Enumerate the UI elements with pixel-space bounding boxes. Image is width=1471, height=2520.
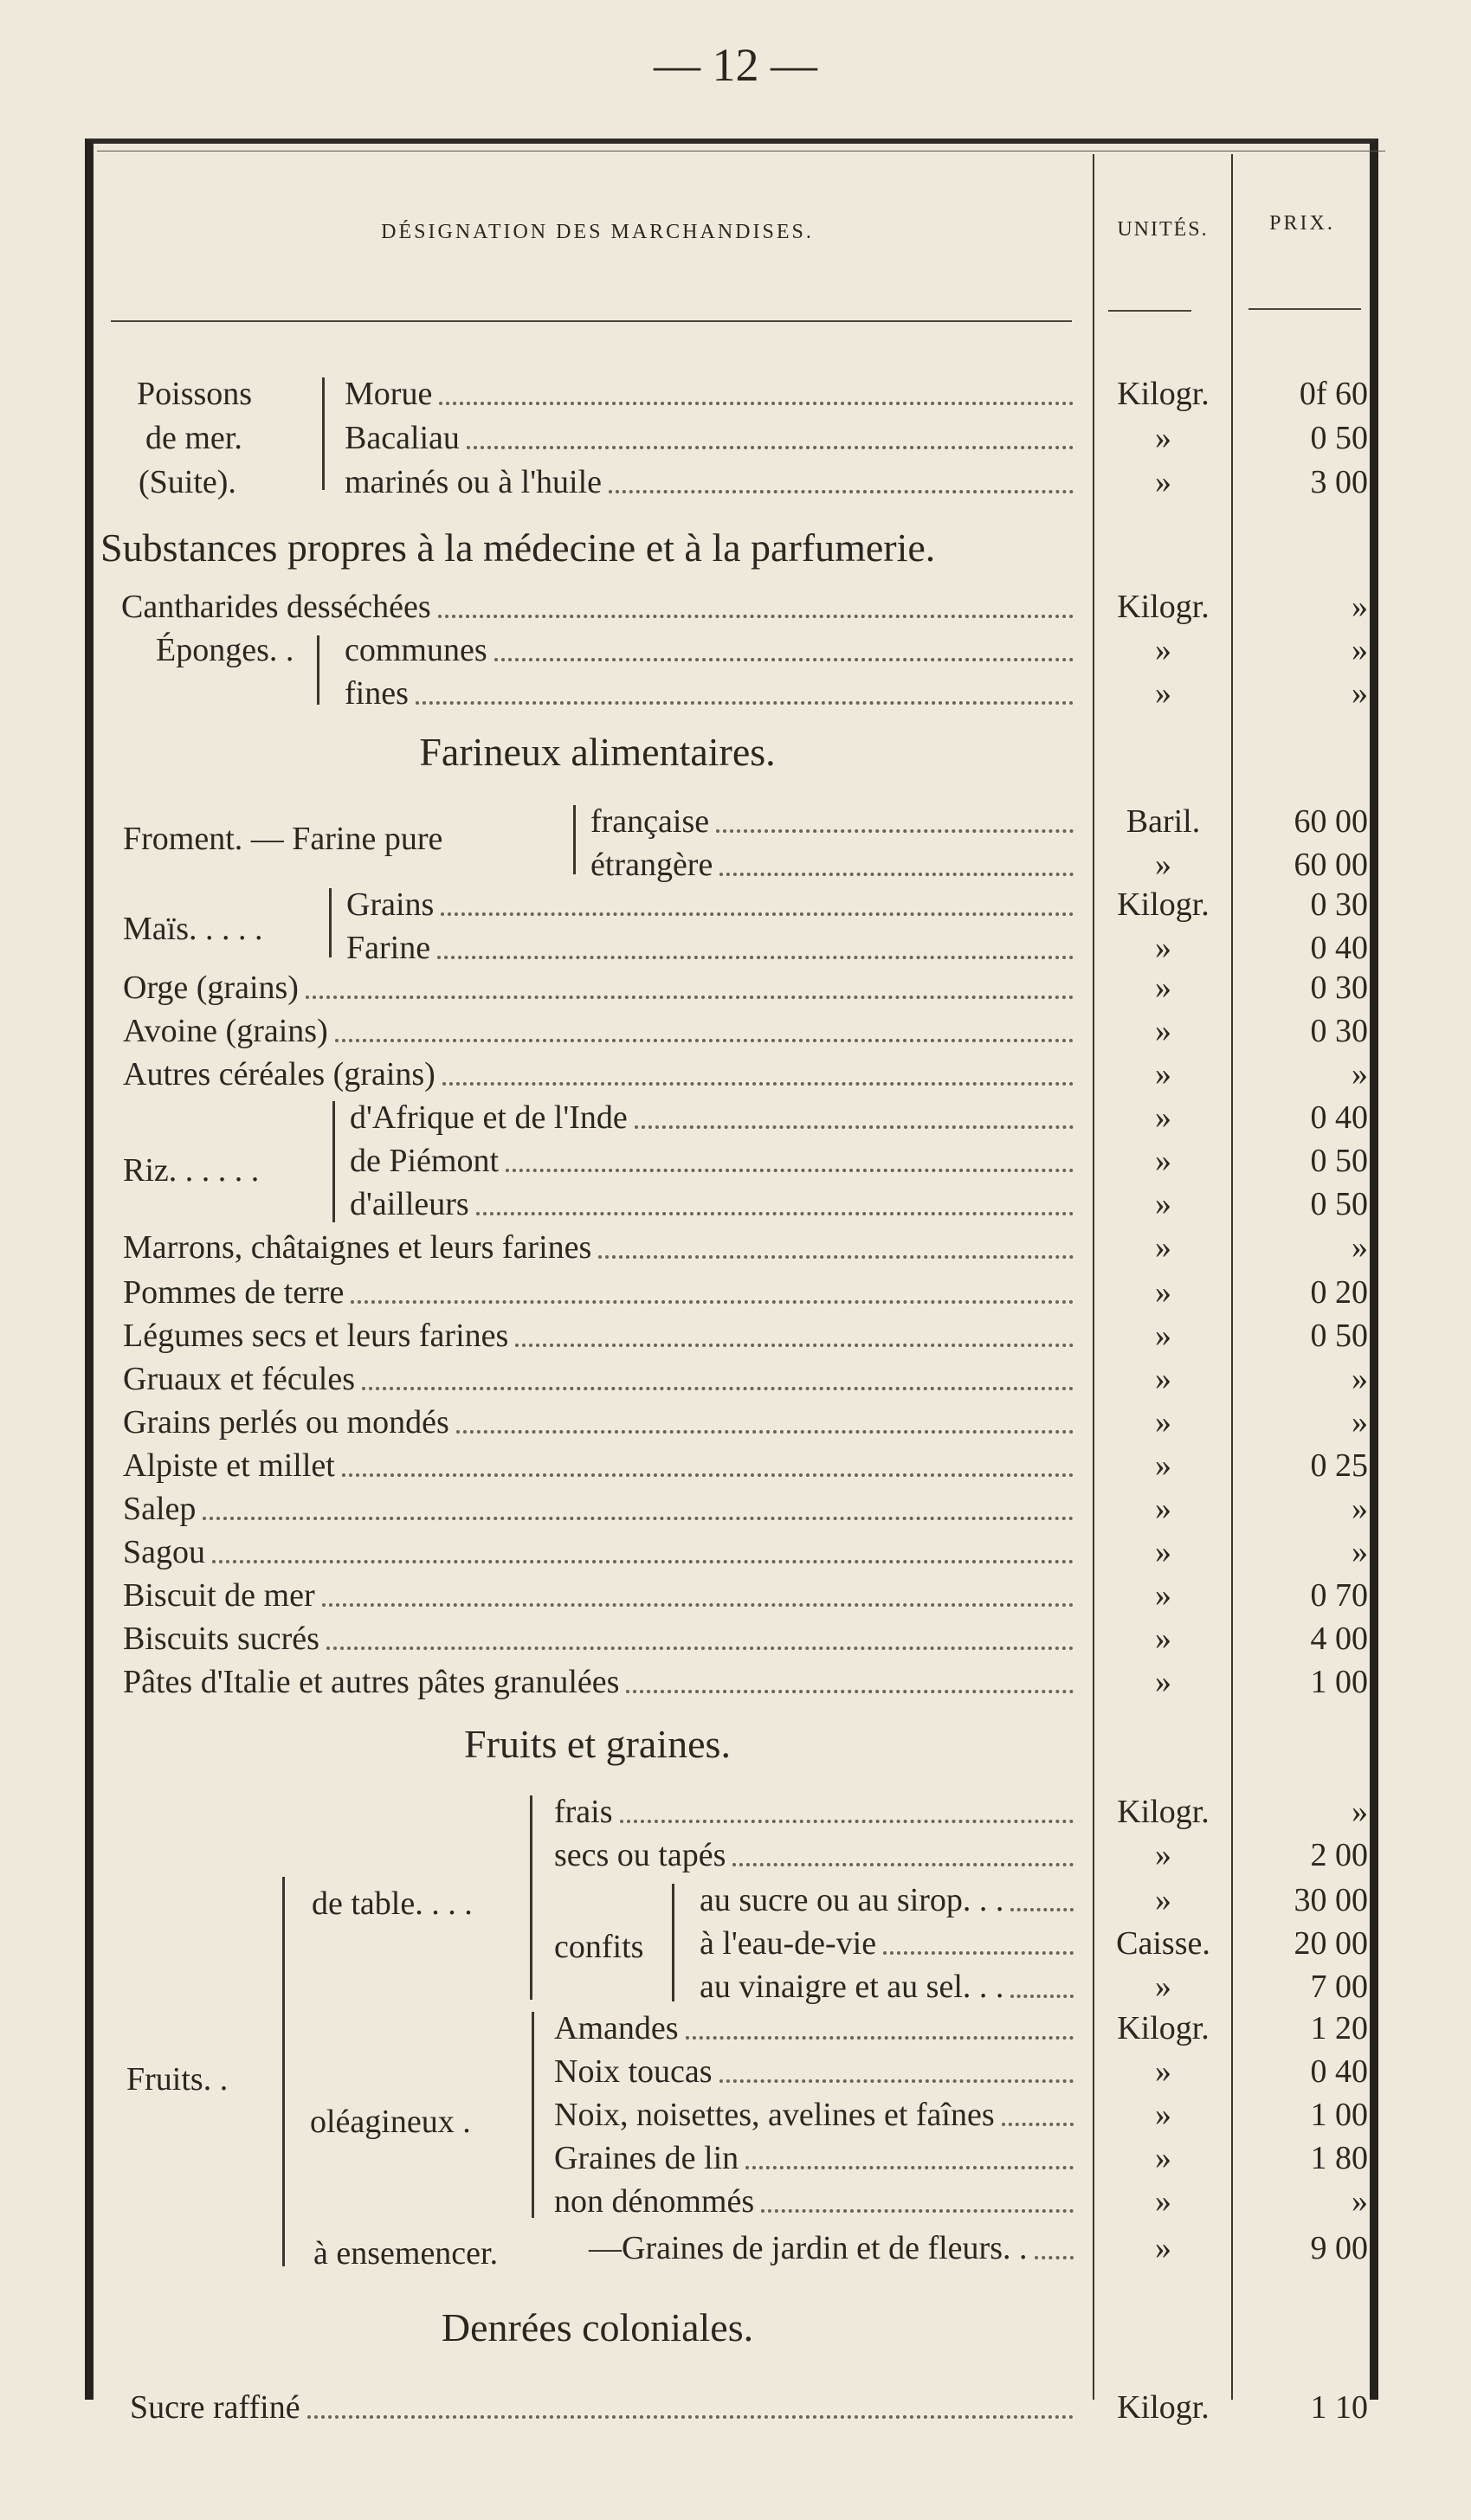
- row-price: »: [1352, 2183, 1368, 2220]
- brace-bar: [532, 2012, 534, 2218]
- brace-bar: [573, 805, 576, 874]
- dot-leader: [1002, 2121, 1074, 2126]
- row-label: d'Afrique et de l'Inde: [350, 1099, 628, 1136]
- row-unit: Kilogr.: [1117, 2010, 1210, 2046]
- row-price: 1 80: [1310, 2140, 1368, 2176]
- dot-leader: [439, 400, 1074, 405]
- dot-leader: [745, 2164, 1074, 2169]
- row-unit: »: [1155, 2053, 1171, 2090]
- dot-leader: [307, 2414, 1074, 2419]
- row-unit: »: [1155, 1664, 1171, 1700]
- row-label: Biscuit de mer: [123, 1577, 315, 1614]
- row-label: Morue: [345, 376, 433, 412]
- brace-bar: [332, 1101, 335, 1222]
- dot-leader: [306, 994, 1074, 999]
- row-unit: »: [1155, 1099, 1171, 1136]
- row-unit: »: [1155, 847, 1171, 883]
- row-label: Biscuits sucrés: [123, 1621, 319, 1657]
- row-unit: »: [1155, 1447, 1171, 1484]
- dot-leader: [1010, 1906, 1074, 1911]
- brace-bar: [672, 1884, 674, 2001]
- row-label: Sucre raffiné: [130, 2389, 300, 2426]
- header-units: UNITÉS.: [1117, 218, 1209, 241]
- page-number: — 12 —: [654, 39, 817, 91]
- group-label: Riz. . . . . .: [123, 1152, 260, 1189]
- row-unit: »: [1155, 2183, 1171, 2220]
- row-unit: »: [1155, 632, 1171, 668]
- row-label: Farine: [346, 930, 431, 966]
- row-price: 0 50: [1310, 1186, 1368, 1222]
- row-label: au sucre ou au sirop. . .: [700, 1882, 1004, 1918]
- dot-leader: [1035, 2254, 1074, 2259]
- row-label: Pâtes d'Italie et autres pâtes granulées: [123, 1664, 620, 1700]
- group-label: à ensemencer.: [313, 2235, 499, 2272]
- row-unit: Kilogr.: [1117, 886, 1210, 923]
- dot-leader: [442, 1080, 1074, 1086]
- row-label: communes: [345, 632, 487, 668]
- row-price: »: [1352, 1404, 1368, 1440]
- dot-leader: [212, 1558, 1074, 1563]
- row-unit: »: [1155, 1534, 1171, 1570]
- group-label: de mer.: [145, 420, 242, 456]
- dot-leader: [598, 1254, 1074, 1259]
- dot-leader: [716, 828, 1074, 833]
- group-label: de table. . . .: [312, 1885, 473, 1922]
- row-unit: »: [1155, 675, 1171, 712]
- group-label: oléagineux .: [310, 2104, 471, 2140]
- row-unit: »: [1155, 420, 1171, 456]
- row-unit: »: [1155, 1229, 1171, 1266]
- row-price: 0 50: [1310, 1318, 1368, 1354]
- row-price: 60 00: [1294, 803, 1368, 840]
- row-price: 0 30: [1310, 886, 1368, 923]
- dot-leader: [626, 1688, 1074, 1693]
- dot-leader: [476, 1210, 1074, 1215]
- row-label: de Piémont: [350, 1143, 500, 1179]
- row-unit: »: [1155, 1013, 1171, 1049]
- row-unit: »: [1155, 464, 1171, 500]
- row-unit: »: [1155, 2097, 1171, 2133]
- row-label: à l'eau-de-vie: [700, 1925, 877, 1962]
- dot-leader: [322, 1602, 1074, 1607]
- row-unit: Kilogr.: [1117, 376, 1210, 412]
- group-label: confits: [554, 1929, 644, 1965]
- dot-leader: [609, 488, 1074, 493]
- row-price: 2 00: [1310, 1837, 1368, 1873]
- row-unit: »: [1155, 1361, 1171, 1397]
- row-price: »: [1352, 1534, 1368, 1570]
- group-label: Froment. — Farine pure: [123, 821, 443, 857]
- row-label: marinés ou à l'huile: [345, 464, 603, 500]
- dot-leader: [335, 1037, 1074, 1042]
- dot-leader: [635, 1124, 1074, 1129]
- row-label: Sagou: [123, 1534, 205, 1570]
- brace-bar: [530, 1795, 532, 2000]
- column-rule-units: [1093, 154, 1094, 2400]
- row-unit: »: [1155, 1621, 1171, 1657]
- header-rule-units: [1108, 310, 1191, 312]
- row-price: 0 50: [1310, 1143, 1368, 1179]
- header-price: PRIX.: [1269, 212, 1335, 235]
- row-unit: »: [1155, 1882, 1171, 1918]
- row-unit: Kilogr.: [1117, 2389, 1210, 2426]
- row-label: Amandes: [554, 2010, 679, 2046]
- row-unit: »: [1155, 2140, 1171, 2176]
- row-price: 60 00: [1294, 847, 1368, 883]
- brace-bar: [329, 888, 332, 957]
- dot-leader: [883, 1950, 1074, 1955]
- row-label: Noix, noisettes, avelines et faînes: [554, 2097, 995, 2133]
- section-heading: Denrées coloniales.: [441, 2305, 754, 2349]
- row-unit: »: [1155, 930, 1171, 966]
- row-price: 0 40: [1310, 930, 1368, 966]
- row-unit: »: [1155, 1143, 1171, 1179]
- row-unit: »: [1155, 1577, 1171, 1614]
- header-designation: DÉSIGNATION DES MARCHANDISES.: [381, 221, 814, 243]
- brace-bar: [282, 1877, 285, 2266]
- dot-leader: [719, 2078, 1074, 2083]
- dot-leader: [515, 1342, 1074, 1347]
- row-label: Bacaliau: [345, 420, 460, 456]
- group-label: Poissons: [137, 376, 253, 412]
- group-label: Maïs. . . . .: [123, 911, 263, 947]
- dot-leader: [686, 2034, 1074, 2040]
- row-label: Avoine (grains): [123, 1013, 328, 1049]
- dot-leader: [456, 1428, 1074, 1434]
- row-label: d'ailleurs: [350, 1186, 469, 1222]
- dot-leader: [761, 2207, 1074, 2213]
- row-price: 1 00: [1310, 1664, 1368, 1700]
- dot-leader: [416, 699, 1074, 705]
- row-label: Gruaux et fécules: [123, 1361, 355, 1397]
- row-label: —Graines de jardin et de fleurs. .: [589, 2230, 1028, 2266]
- row-price: 1 10: [1310, 2389, 1368, 2426]
- row-price: »: [1352, 1229, 1368, 1266]
- dot-leader: [732, 1861, 1074, 1866]
- row-unit: »: [1155, 1404, 1171, 1440]
- column-rule-price: [1231, 154, 1233, 2400]
- row-label: Cantharides desséchées: [121, 589, 431, 625]
- brace-bar: [322, 377, 325, 490]
- row-price: 7 00: [1310, 1969, 1368, 2005]
- row-label: frais: [554, 1794, 613, 1830]
- dot-leader: [203, 1515, 1074, 1520]
- row-label: Noix toucas: [554, 2053, 713, 2090]
- dot-leader: [506, 1167, 1074, 1172]
- row-price: 9 00: [1310, 2230, 1368, 2266]
- row-label: Autres céréales (grains): [123, 1056, 435, 1092]
- row-label: au vinaigre et au sel. . .: [700, 1969, 1004, 2005]
- row-unit: Baril.: [1126, 803, 1201, 840]
- row-price: »: [1352, 1056, 1368, 1092]
- section-heading: Farineux alimentaires.: [419, 730, 776, 774]
- dot-leader: [362, 1385, 1074, 1390]
- row-price: 4 00: [1310, 1621, 1368, 1657]
- row-price: 0 50: [1310, 420, 1368, 456]
- row-label: Graines de lin: [554, 2140, 739, 2176]
- row-label: française: [590, 803, 710, 840]
- row-unit: »: [1155, 1056, 1171, 1092]
- dot-leader: [437, 954, 1074, 959]
- row-unit: »: [1155, 1837, 1171, 1873]
- row-price: 20 00: [1294, 1925, 1368, 1962]
- row-price: »: [1352, 632, 1368, 668]
- brace-bar: [317, 635, 319, 705]
- row-label: Marrons, châtaignes et leurs farines: [123, 1229, 592, 1266]
- row-price: »: [1352, 675, 1368, 712]
- row-price: »: [1352, 589, 1368, 625]
- dot-leader: [351, 1299, 1074, 1304]
- dot-leader: [620, 1818, 1074, 1823]
- row-unit: »: [1155, 2230, 1171, 2266]
- row-price: 0 30: [1310, 970, 1368, 1006]
- row-label: fines: [345, 675, 409, 712]
- dot-leader: [467, 444, 1074, 449]
- row-label: Alpiste et millet: [123, 1447, 335, 1484]
- row-unit: »: [1155, 1318, 1171, 1354]
- row-label: Légumes secs et leurs farines: [123, 1318, 509, 1354]
- dot-leader: [342, 1472, 1074, 1477]
- row-unit: »: [1155, 1491, 1171, 1527]
- header-rule-designation: [111, 320, 1072, 322]
- dot-leader: [1010, 1993, 1074, 1998]
- row-price: 0 20: [1310, 1274, 1368, 1311]
- row-label: Salep: [123, 1491, 197, 1527]
- row-unit: »: [1155, 1186, 1171, 1222]
- row-label: non dénommés: [554, 2183, 755, 2220]
- row-unit: »: [1155, 1969, 1171, 2005]
- group-label: (Suite).: [139, 464, 236, 500]
- row-price: 0 70: [1310, 1577, 1368, 1614]
- row-price: »: [1352, 1361, 1368, 1397]
- section-heading: Fruits et graines.: [464, 1722, 731, 1766]
- row-price: 0 25: [1310, 1447, 1368, 1484]
- row-price: »: [1352, 1794, 1368, 1830]
- row-price: 3 00: [1310, 464, 1368, 500]
- row-label: Orge (grains): [123, 970, 299, 1006]
- group-label: Éponges. .: [156, 632, 294, 668]
- section-heading: Substances propres à la médecine et à la parfumerie.: [100, 525, 936, 570]
- dot-leader: [326, 1645, 1074, 1650]
- group-label: Fruits. .: [126, 2061, 229, 2098]
- row-price: 0f 60: [1299, 376, 1368, 412]
- row-price: »: [1352, 1491, 1368, 1527]
- row-unit: Caisse.: [1116, 1925, 1210, 1962]
- row-unit: Kilogr.: [1117, 589, 1210, 625]
- row-unit: »: [1155, 970, 1171, 1006]
- row-label: étrangère: [590, 847, 713, 883]
- dot-leader: [441, 911, 1074, 916]
- row-label: Grains: [346, 886, 435, 923]
- row-label: Pommes de terre: [123, 1274, 345, 1311]
- dot-leader: [494, 656, 1074, 661]
- row-price: 1 20: [1310, 2010, 1368, 2046]
- row-unit: »: [1155, 1274, 1171, 1311]
- row-label: Grains perlés ou mondés: [123, 1404, 449, 1440]
- row-price: 0 40: [1310, 1099, 1368, 1136]
- row-price: 1 00: [1310, 2097, 1368, 2133]
- dot-leader: [438, 613, 1074, 618]
- row-unit: Kilogr.: [1117, 1794, 1210, 1830]
- row-price: 0 30: [1310, 1013, 1368, 1049]
- dot-leader: [719, 871, 1074, 876]
- row-price: 0 40: [1310, 2053, 1368, 2090]
- header-rule-price: [1248, 308, 1361, 310]
- row-price: 30 00: [1294, 1882, 1368, 1918]
- row-label: secs ou tapés: [554, 1837, 726, 1873]
